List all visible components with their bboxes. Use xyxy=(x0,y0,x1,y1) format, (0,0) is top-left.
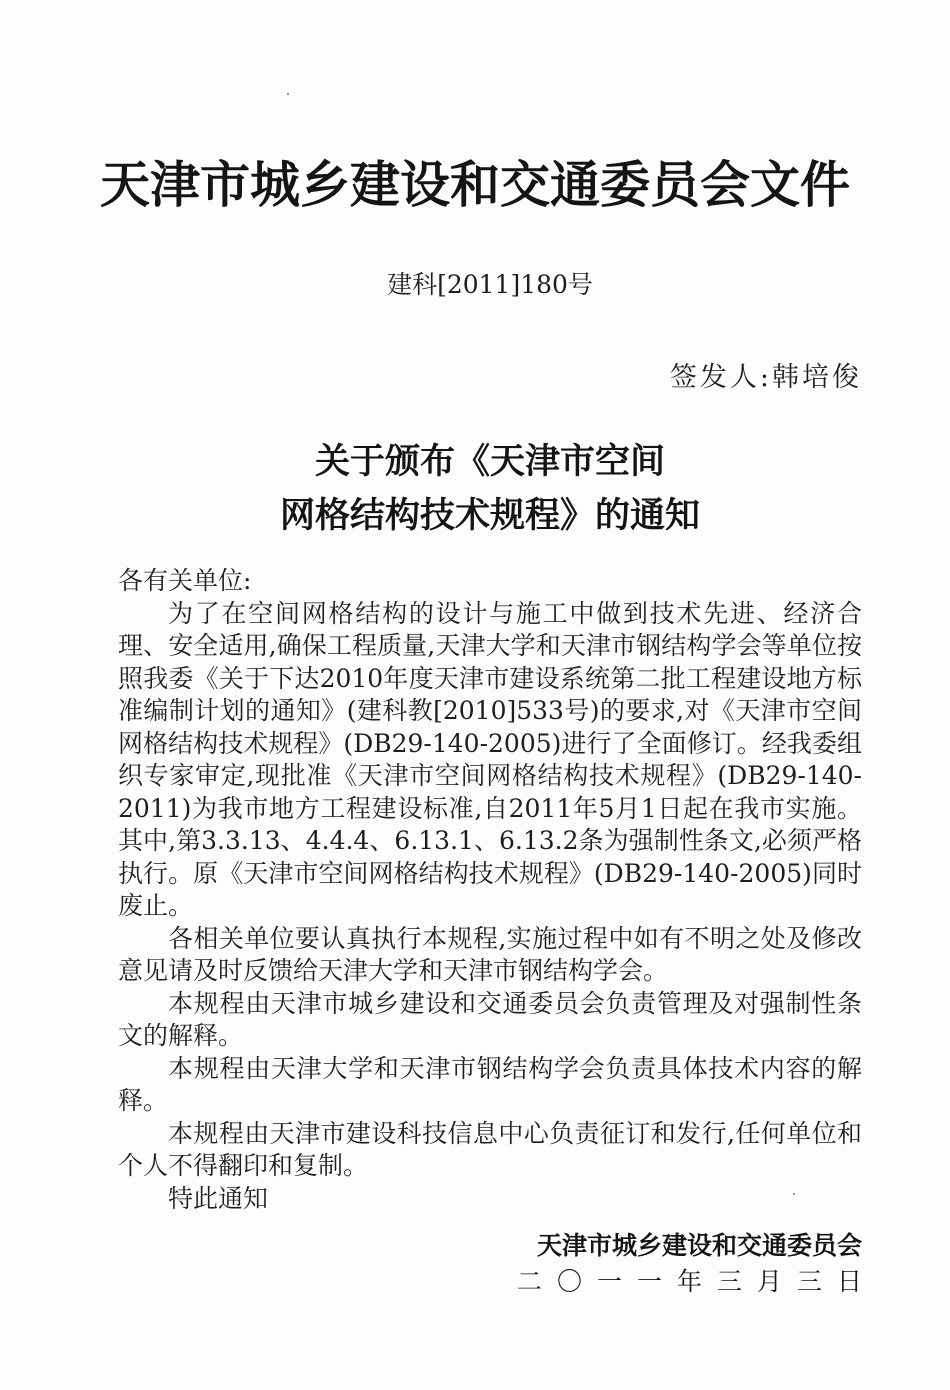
body-paragraph: 本规程由天津大学和天津市钢结构学会负责具体技术内容的解释。 xyxy=(118,1053,862,1115)
body-paragraph: 本规程由天津市城乡建设和交通委员会负责管理及对强制性条文的解释。 xyxy=(118,988,862,1050)
body-paragraph: 为了在空间网格结构的设计与施工中做到技术先进、经济合理、安全适用,确保工程质量,天津大学和天津市钢结构学会等单位按照我委《关于下达2010年度天津市建设系统第二批工程建设地方标准编制计划的通知》(建科教[2010]533号)的要求,对《天津市空间网格结构技术规程》(DB29-140-2005)进行了全面修订。经我委组织专家审定,现批准《天津市空间网格结构技术规程》(DB29-140-2011)为我市地方工程建设标准,自2011年5月1日起在我市实施。其中,第3.3.13、4.4.4、6.13.1、6.13.2条为强制性条文,必须严格执行。原《天津市空间网格结构技术规程》(DB29-140-2005)同时废止。 xyxy=(118,598,862,920)
issuer-line: 签发人:韩培俊 xyxy=(669,362,862,393)
notice-body xyxy=(118,565,862,1215)
closing-line: 特此通知 xyxy=(168,1183,269,1213)
signature-organization: 天津市城乡建设和交通委员会 xyxy=(536,1231,862,1260)
salutation: 各有关单位: xyxy=(118,566,252,595)
scan-speck xyxy=(287,93,289,95)
body-paragraph: 各相关单位要认真执行本规程,实施过程中如有不明之处及修改意见请及时反馈给天津大学和天津市钢结构学会。 xyxy=(118,923,862,985)
notice-title-line-2: 网格结构技术规程》的通知 xyxy=(279,496,700,536)
notice-title-line-1: 关于颁布《天津市空间 xyxy=(314,442,665,482)
body-paragraph: 本规程由天津市建设科技信息中心负责征订和发行,任何单位和个人不得翻印和复制。 xyxy=(118,1118,862,1180)
signature-block xyxy=(516,1228,877,1300)
signature-date: 二〇一一年三月三日 xyxy=(516,1267,877,1296)
document-number: 建科[2011]180号 xyxy=(387,270,593,299)
header-title: 天津市城乡建设和交通委员会文件 xyxy=(100,156,850,214)
